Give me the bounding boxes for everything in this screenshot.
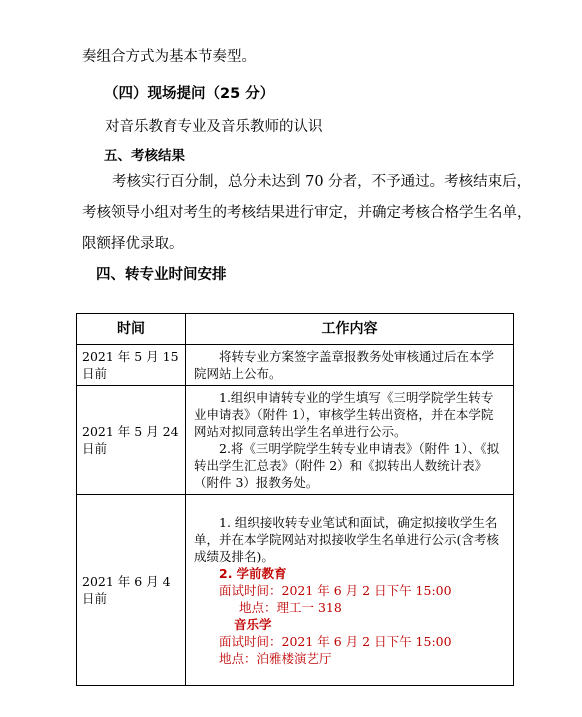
row-date: 2021 年 5 月 24 日前	[77, 386, 186, 495]
row-date: 2021 年 5 月 15 日前	[77, 345, 186, 386]
results-line-3: 限额择优录取。	[82, 236, 184, 252]
paragraph-continuation: 奏组合方式为基本节奏型。	[82, 49, 256, 65]
section-heading-results: 五、考核结果	[104, 148, 185, 164]
header-time: 时间	[77, 314, 186, 345]
schedule-table	[76, 313, 514, 686]
table-header-row	[77, 314, 514, 345]
work-line	[194, 565, 505, 582]
results-line-2: 考核领导小组对考生的考核结果进行审定，并确定考核合格学生名单，	[82, 205, 532, 221]
work-line: 将转专业方案签字盖章报教务处审核通过后在本学院网站上公布。	[194, 349, 495, 381]
table-row	[77, 345, 514, 386]
row-work	[186, 495, 514, 686]
header-work: 工作内容	[186, 314, 514, 345]
work-line: 1.组织申请转专业的学生填写《三明学院学生转专业申请表》（附件 1），审核学生转出资格，并在本学院网站对拟同意转出学生名单进行公示。	[194, 390, 494, 439]
item-number: 2.	[219, 565, 233, 581]
row-work	[186, 345, 514, 386]
interview-topic: 对音乐教育专业及音乐教师的认识	[105, 119, 323, 135]
row-date: 2021 年 6 月 4 日前	[77, 495, 186, 686]
work-line: 2.将《三明学院学生转专业申请表》（附件 1）、《拟转出学生汇总表》（附件 2）和《拟转出人数统计表》（附件 3）报教务处。	[194, 441, 500, 490]
results-line-1: 考核实行百分制，总分未达到 70 分者，不予通过。考核结束后，	[112, 174, 532, 190]
section-heading-schedule: 四、转专业时间安排	[96, 267, 227, 283]
section-heading-interview: （四）现场提问（25 分）	[104, 86, 275, 102]
interview-place: 地点：理工一 318	[239, 599, 342, 615]
row-work	[186, 386, 514, 495]
table-row	[77, 495, 514, 686]
work-line: 1. 组织接收转专业笔试和面试，确定拟接收学生名单，并在本学院网站对拟接收学生名单进行公示(含考核成绩及排名)。	[194, 514, 499, 564]
item-title: 学前教育	[236, 565, 287, 581]
interview-time: 面试时间：2021 年 6 月 2 日下午 15:00	[219, 633, 452, 649]
table-row	[77, 386, 514, 495]
interview-time: 面试时间：2021 年 6 月 2 日下午 15:00	[219, 582, 452, 598]
interview-place: 地点：泊雅楼演艺厅	[219, 650, 332, 666]
item-title: 音乐学	[234, 616, 272, 632]
